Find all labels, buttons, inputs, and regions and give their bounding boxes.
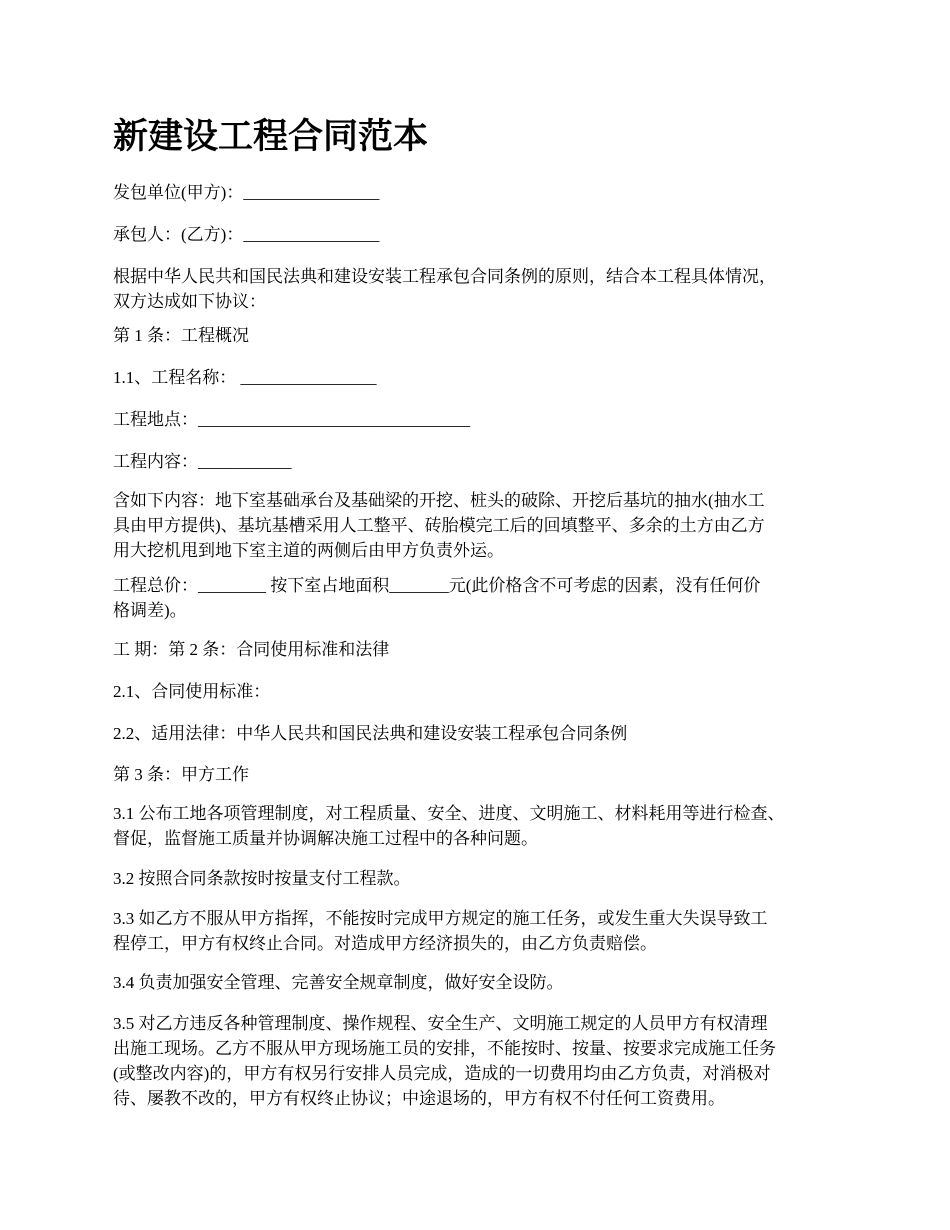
text-line: 根据中华人民共和国民法典和建设安装工程承包合同条例的原则，结合本工程具体情况， xyxy=(113,267,776,286)
text-line: 格调差)。 xyxy=(113,601,187,620)
article-3-heading xyxy=(113,762,249,787)
scope-paragraph xyxy=(113,488,765,563)
text-line: 工 期：第 2 条：合同使用标准和法律 xyxy=(113,640,390,659)
clause-3-3 xyxy=(113,906,768,956)
text-line: 待、屡教不改的，甲方有权终止协议；中途退场的，甲方有权不付任何工资费用。 xyxy=(113,1089,725,1108)
text-line: 发包单位(甲方)：________________ xyxy=(113,183,380,202)
text-line: 2.1、合同使用标准： xyxy=(113,682,271,701)
clause-2-1 xyxy=(113,679,270,704)
clause-3-2 xyxy=(113,866,411,891)
text-line: 3.3 如乙方不服从甲方指挥，不能按时完成甲方规定的施工任务，或发生重大失误导致工 xyxy=(113,909,768,928)
text-line: 用大挖机甩到地下室主道的两侧后由甲方负责外运。 xyxy=(113,541,504,560)
text-line: 双方达成如下协议： xyxy=(113,292,266,311)
clause-3-4 xyxy=(113,970,564,995)
party-b-line xyxy=(113,222,379,247)
text-line: 含如下内容：地下室基础承台及基础梁的开挖、桩头的破除、开挖后基坑的抽水(抽水工 xyxy=(113,491,765,510)
text-line: 第 3 条：甲方工作 xyxy=(113,765,249,784)
article-2-heading xyxy=(113,637,389,662)
text-line: 工程地点：________________________________ xyxy=(113,410,470,429)
total-price-paragraph xyxy=(113,573,760,623)
text-line: 出施工现场。乙方不服从甲方现场施工员的安排，不能按时、按量、按要求完成施工任务 xyxy=(113,1039,776,1058)
project-location-line xyxy=(113,407,470,432)
text-line: 3.5 对乙方违反各种管理制度、操作规程、安全生产、文明施工规定的人员甲方有权清理 xyxy=(113,1014,768,1033)
article-1-heading xyxy=(113,323,249,348)
text-line: (或整改内容)的，甲方有权另行安排人员完成，造成的一切费用均由乙方负责，对消极对 xyxy=(113,1064,771,1083)
text-line: 3.2 按照合同条款按时按量支付工程款。 xyxy=(113,869,411,888)
project-content-line xyxy=(113,449,292,474)
text-line: 程停工，甲方有权终止合同。对造成甲方经济损失的，由乙方负责赔偿。 xyxy=(113,934,657,953)
text-line: 具由甲方提供)、基坑基槽采用人工整平、砖胎模完工后的回填整平、多余的土方由乙方 xyxy=(113,516,765,535)
clause-3-5 xyxy=(113,1011,776,1111)
text-line: 2.2、适用法律：中华人民共和国民法典和建设安装工程承包合同条例 xyxy=(113,724,628,743)
text-line: 督促，监督施工质量并协调解决施工过程中的各种问题。 xyxy=(113,829,538,848)
preamble-paragraph xyxy=(113,264,776,314)
party-a-line xyxy=(113,180,379,205)
clause-2-2 xyxy=(113,721,627,746)
text-line: 第 1 条：工程概况 xyxy=(113,326,249,345)
clause-3-1 xyxy=(113,801,785,851)
text-line: 3.4 负责加强安全管理、完善安全规章制度，做好安全设防。 xyxy=(113,973,564,992)
text-line: 3.1 公布工地各项管理制度，对工程质量、安全、进度、文明施工、材料耗用等进行检查、 xyxy=(113,804,785,823)
project-name-line xyxy=(113,365,377,390)
text-line: 工程内容：___________ xyxy=(113,452,292,471)
text-line: 承包人：(乙方)：________________ xyxy=(113,225,380,244)
text-line: 1.1、工程名称： ________________ xyxy=(113,368,377,387)
text-line: 工程总价：________ 按下室占地面积_______元(此价格含不可考虑的因素，没有任何价 xyxy=(113,576,761,595)
document-title: 新建设工程合同范本 xyxy=(113,116,429,157)
